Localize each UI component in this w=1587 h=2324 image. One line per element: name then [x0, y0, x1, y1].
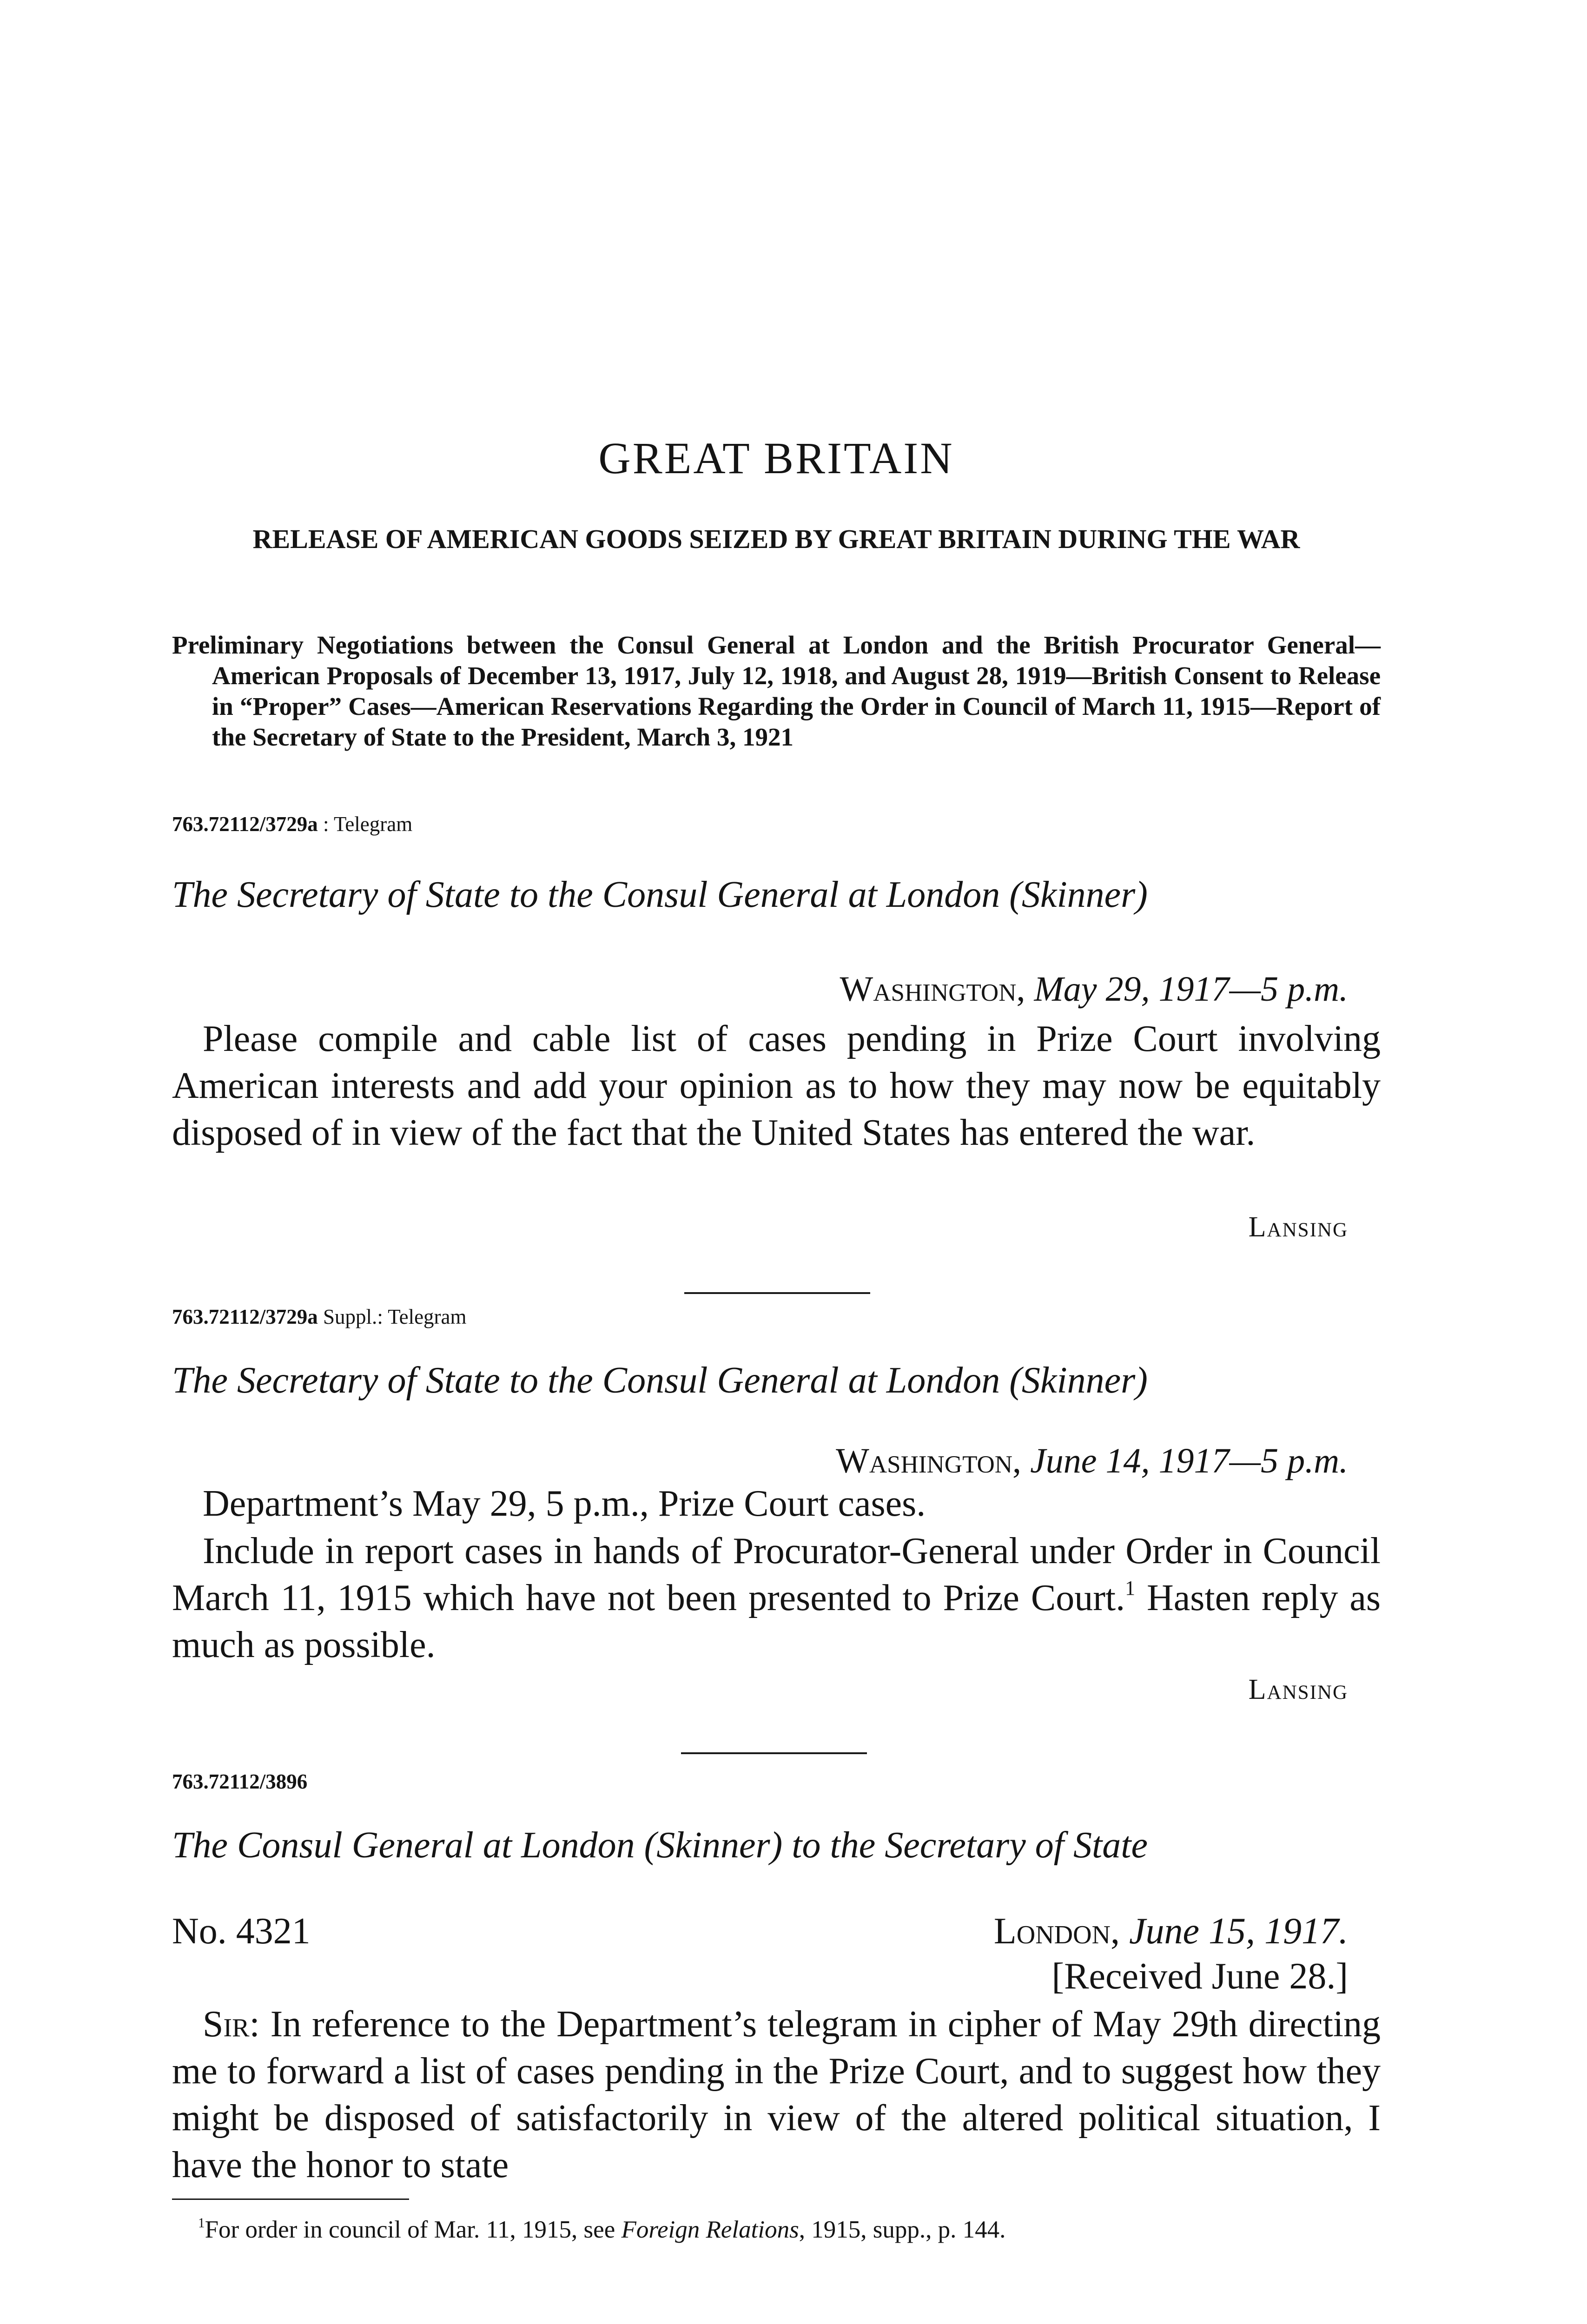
addressee-line-1: The Secretary of State to the Consul General at London (Skinner): [172, 874, 1148, 915]
telegram-body-2b-text: Include in report cases in hands of Procurator-General under Order in Council March 11, 1915 which have not been presented to Prize Court.: [172, 1531, 1381, 1618]
section-synopsis: Preliminary Negotiations between the Consul General at London and the British Procurator General—American Proposals of December 13, 1917, July 12, 1918, and August 28, 1919—British Consent to Release in “Proper” Cases—American Reservations Regarding the Order in Council of March 11, 1915—Report of the Secretary of State to the President, March 3, 1921: [172, 631, 1381, 751]
dateline-date: June 14, 1917—5 p.m.: [1030, 1441, 1348, 1480]
dateline-place: Washington,: [836, 1441, 1022, 1480]
file-reference-3: [172, 1769, 1381, 1795]
dateline-2: [172, 1439, 1381, 1483]
dateline-date: May 29, 1917—5 p.m.: [1034, 970, 1348, 1009]
telegram-body-2b: [172, 1528, 1381, 1669]
dateline-place: Washington,: [840, 970, 1025, 1009]
dateline-1: [172, 967, 1381, 1011]
addressee-line-3: The Consul General at London (Skinner) to the Secretary of State: [172, 1825, 1148, 1866]
footnote: [172, 2215, 1381, 2245]
file-ref-number: 763.72112/3729a: [172, 812, 318, 836]
footnote-text-1: For order in council of Mar. 11, 1915, see: [205, 2216, 622, 2243]
page-title: GREAT BRITAIN: [598, 433, 954, 483]
signature-1: Lansing: [1248, 1211, 1348, 1243]
telegram-body-2b-end: Hasten reply as much as possible.: [172, 1578, 1381, 1665]
section-heading: RELEASE OF AMERICAN GOODS SEIZED BY GREAT BRITAIN DURING THE WAR: [252, 524, 1300, 554]
dateline-date: June 15, 1917.: [1129, 1911, 1348, 1952]
footnote-text-2: , 1915, supp., p. 144.: [799, 2216, 1006, 2243]
file-reference-1: [172, 811, 1381, 837]
file-ref-type: : Telegram: [323, 812, 413, 836]
salutation: Sir: [203, 2004, 250, 2045]
addressee-line-2: The Secretary of State to the Consul General at London (Skinner): [172, 1360, 1148, 1401]
telegram-body-1: Please compile and cable list of cases pending in Prize Court involving American interests and add your opinion as to how they may now be equitably disposed of in view of the fact that the United States has entered the war.: [172, 1018, 1381, 1153]
despatch-header: [172, 1908, 1381, 1954]
telegram-body-2a: Department’s May 29, 5 p.m., Prize Court cases.: [203, 1483, 926, 1524]
file-ref-number: 763.72112/3729a: [172, 1305, 318, 1328]
file-ref-number: 763.72112/3896: [172, 1770, 308, 1793]
despatch-body: [172, 2001, 1381, 2189]
despatch-body-text: : In reference to the Department’s telegram in cipher of May 29th directing me to forward a list of cases pending in the Prize Court, and to suggest how they might be disposed of satisfactorily in view of the altered political situation, I have the honor to state: [172, 2004, 1381, 2185]
received-date: [Received June 28.]: [1051, 1956, 1348, 1997]
footnote-divider: [172, 2199, 409, 2200]
file-ref-suffix: Suppl.: [323, 1305, 377, 1328]
file-reference-2: [172, 1304, 1381, 1330]
footnote-mark: 1: [198, 2216, 205, 2231]
section-divider: [684, 1292, 870, 1294]
dateline-3: [994, 1908, 1381, 1954]
section-divider: [681, 1752, 867, 1754]
footnote-reference: 1: [1125, 1577, 1136, 1599]
document-page: [172, 0, 1381, 2324]
despatch-number: No. 4321: [172, 1911, 311, 1952]
signature-2: Lansing: [1248, 1674, 1348, 1705]
file-ref-type: : Telegram: [377, 1305, 467, 1328]
footnote-source: Foreign Relations: [621, 2216, 799, 2243]
dateline-place: London,: [993, 1911, 1120, 1952]
